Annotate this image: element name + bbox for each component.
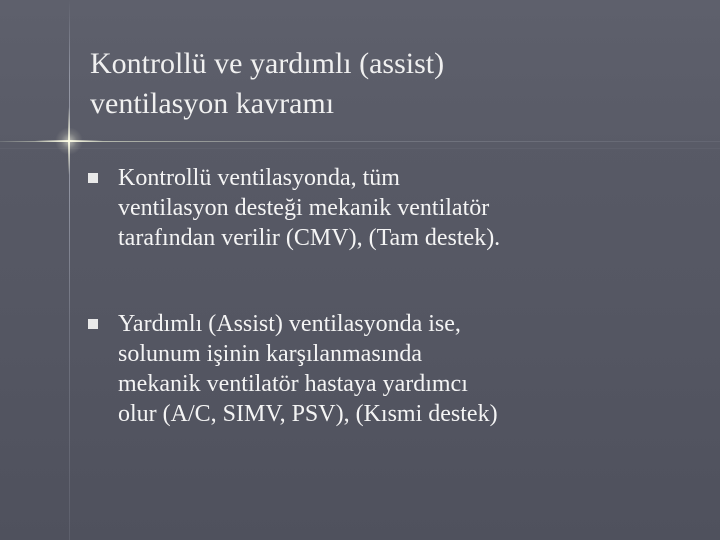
bullet-2-line-3: mekanik ventilatör hastaya yardımcı	[118, 371, 468, 397]
square-bullet-icon	[88, 173, 98, 183]
band-divider	[0, 148, 720, 149]
bullet-2-line-4: olur (A/C, SIMV, PSV), (Kısmi destek)	[118, 401, 498, 427]
bullet-list	[88, 163, 698, 429]
bullet-1-line-3: tarafından verilir (CMV), (Tam destek).	[118, 225, 501, 251]
bullet-item-controlled-ventilation	[88, 163, 698, 253]
bullet-1-line-2: ventilasyon desteği mekanik ventilatör	[118, 195, 490, 221]
bullet-2-line-1: Yardımlı (Assist) ventilasyonda ise,	[118, 311, 461, 337]
slide-title-line-2: ventilasyon kavramı	[90, 87, 335, 120]
square-bullet-icon	[88, 319, 98, 329]
vertical-accent-line	[69, 0, 70, 540]
slide-title-line-1: Kontrollü ve yardımlı (assist)	[90, 47, 445, 80]
bullet-1-line-1: Kontrollü ventilasyonda, tüm	[118, 165, 400, 191]
slide-title	[90, 44, 690, 124]
bullet-2-line-2: solunum işinin karşılanmasında	[118, 341, 422, 367]
bullet-item-assist-ventilation	[88, 309, 698, 429]
horizontal-accent-line	[0, 141, 720, 142]
